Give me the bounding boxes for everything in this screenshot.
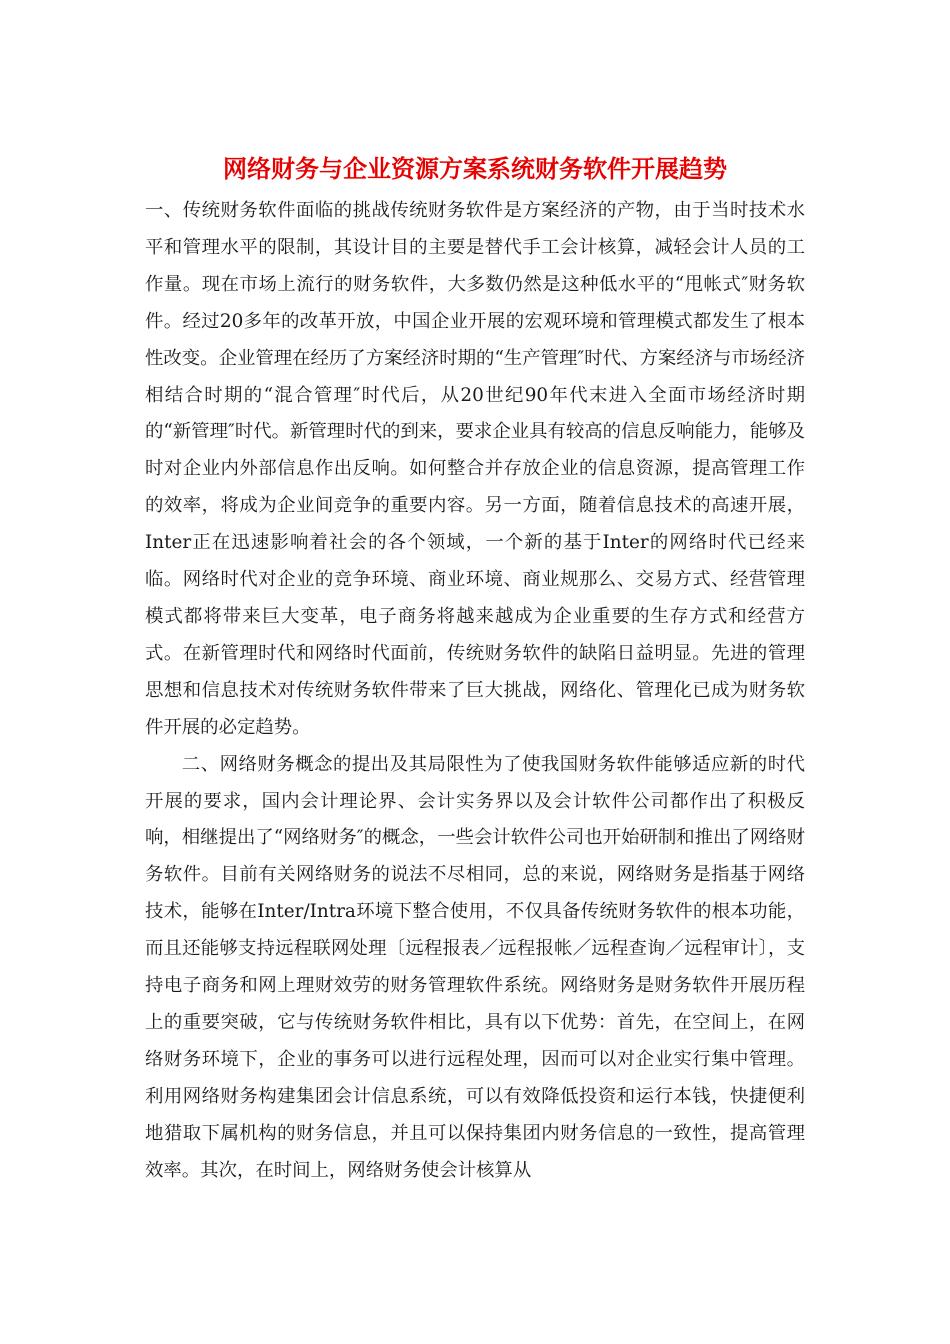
paragraph-1: 一、传统财务软件面临的挑战传统财务软件是方案经济的产物，由于当时技术水平和管理水平的限制，其设计目的主要是替代手工会计核算，减轻会计人员的工作量。现在市场上流行的财务软件，大多数仍然是这种低水平的“甩帐式″财务软件。经过20多年的改革开放，中国企业开展的宏观环境和管理模式都发生了根本性改变。企业管理在经历了方案经济时期的“生产管理″时代、方案经济与市场经济相结合时期的“混合管理″时代后，从20世纪90年代末进入全面市场经济时期的“新管理″时代。新管理时代的到来，要求企业具有较高的信息反响能力，能够及时对企业内外部信息作出反响。如何整合并存放企业的信息资源，提高管理工作的效率，将成为企业间竞争的重要内容。另一方面，随着信息技术的高速开展，Inter正在迅速影响着社会的各个领域，一个新的基于Inter的网络时代已经来临。网络时代对企业的竞争环境、商业环境、商业规那么、交易方式、经营管理模式都将带来巨大变革，电子商务将越来越成为企业重要的生存方式和经营方式。在新管理时代和网络时代面前，传统财务软件的缺陷日益明显。先进的管理思想和信息技术对传统财务软件带来了巨大挑战，网络化、管理化已成为财务软件开展的必定趋势。 xyxy=(145,200,805,738)
paragraph-2: 二、网络财务概念的提出及其局限性为了使我国财务软件能够适应新的时代开展的要求，国内会计理论界、会计实务界以及会计软件公司都作出了积极反响，相继提出了“网络财务″的概念，一些会计软件公司也开始研制和推出了网络财务软件。目前有关网络财务的说法不尽相同，总的来说，网络财务是指基于网络技术，能够在Inter/Intra环境下整合使用，不仅具备传统财务软件的根本功能，而且还能够支持远程联网处理〔远程报表／远程报帐／远程查询／远程审计〕，支持电子商务和网上理财效劳的财务管理软件系统。网络财务是财务软件开展历程上的重要突破，它与传统财务软件相比，具有以下优势：首先，在空间上，在网络财务环境下，企业的事务可以进行远程处理，因而可以对企业实行集中管理。利用网络财务构建集团会计信息系统，可以有效降低投资和运行本钱，快捷便利地猎取下属机构的财务信息，并且可以保持集团内财务信息的一致性，提高管理效率。其次，在时间上，网络财务使会计核算从 xyxy=(145,753,805,1181)
document-title: 网络财务与企业资源方案系统财务软件开展趋势 xyxy=(223,154,727,183)
document-body xyxy=(145,193,805,1189)
